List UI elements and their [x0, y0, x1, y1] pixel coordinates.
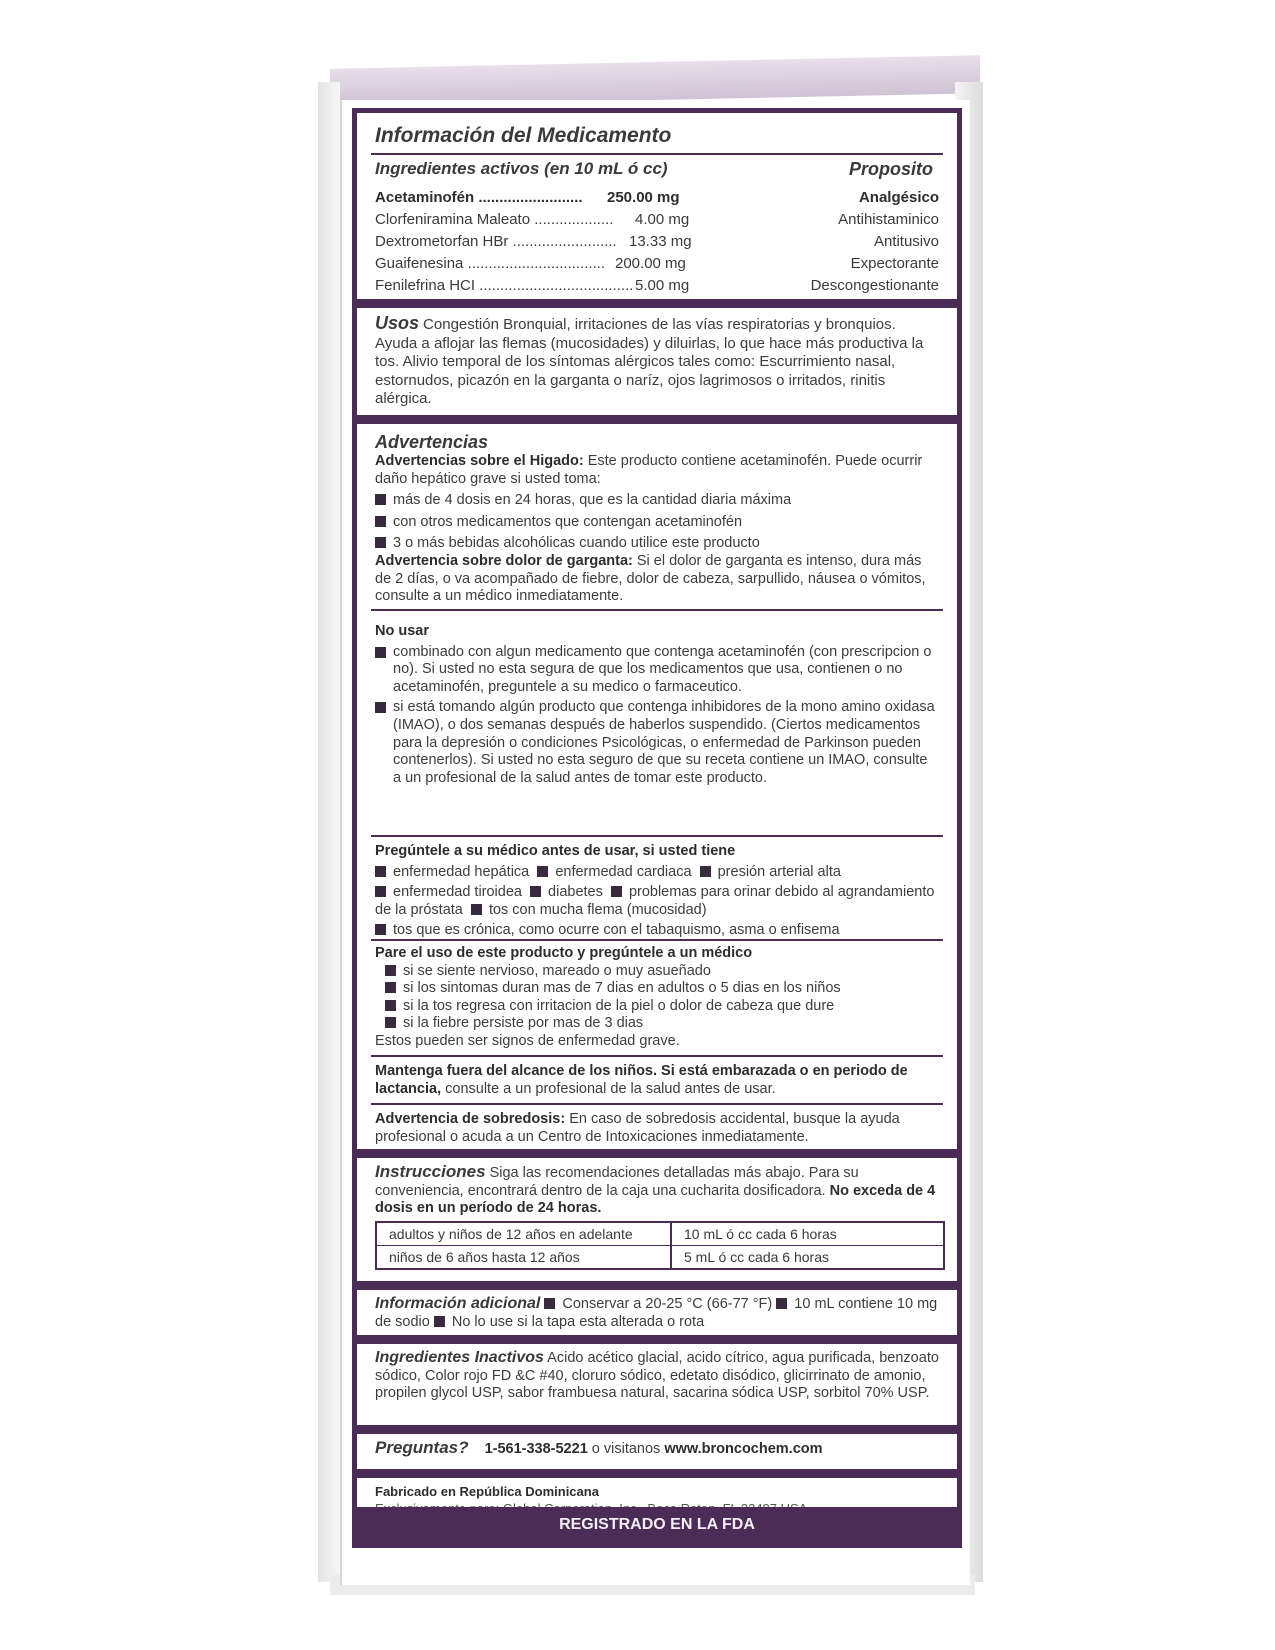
active-ingredients-label: Ingredientes activos (en 10 mL ó cc) [375, 159, 668, 178]
questions-section [357, 1439, 957, 1459]
phone-number: 1-561-338-5221 [484, 1441, 588, 1457]
list-item [375, 1015, 939, 1033]
keep-away-section [357, 1063, 957, 1098]
ingredient-name: Dextrometorfan HBr ......................... [375, 233, 617, 250]
dosage-who: adultos y niños de 12 años en adelante [376, 1222, 671, 1246]
section-bar [357, 1335, 957, 1344]
liver-warning-label: Advertencias sobre el Higado: [375, 453, 584, 469]
overdose-section [357, 1111, 957, 1146]
bullet-text: si la fiebre persiste por mas de 3 dias [403, 1015, 644, 1032]
other-info-section [357, 1295, 957, 1331]
bullet-text: tos que es crónica, como ocurre con el tabaquismo, asma o enfisema [393, 922, 840, 939]
square-bullet-icon [375, 702, 386, 713]
box-left-edge [318, 82, 340, 1582]
bullet-text: Conservar a 20-25 °C (66-77 °F) [562, 1296, 773, 1312]
website-link: www.broncochem.com [664, 1441, 823, 1457]
square-bullet-icon [385, 982, 396, 993]
bullet-text: si se siente nervioso, mareado o muy asueñado [403, 962, 711, 979]
ask-doctor-section [357, 843, 957, 940]
keep-away-bold: Mantenga fuera del alcance de los niños. Si está embarazada o en periodo de lactancia, [375, 1063, 908, 1097]
divider [371, 1055, 943, 1057]
stop-use-footer: Estos pueden ser signos de enfermedad grave. [375, 1032, 680, 1049]
keep-away-text: consulte a un profesional de la salud antes de usar. [445, 1080, 776, 1097]
ingredient-amount: 4.00 mg [635, 211, 690, 228]
ingredient-row [375, 187, 939, 209]
square-bullet-icon [385, 1017, 396, 1028]
square-bullet-icon [385, 965, 396, 976]
bullet-text: diabetes [548, 884, 603, 901]
list-item [375, 514, 939, 532]
square-bullet-icon [700, 866, 711, 877]
uses-section [357, 315, 957, 409]
section-bar [357, 1149, 957, 1158]
stop-use-label: Pare el uso de este producto y pregúntele a un médico [375, 945, 753, 961]
bullet-text: 10 mL contiene 10 mg de sodio [375, 1296, 938, 1330]
dosage-amount: 5 mL ó cc cada 6 horas [671, 1246, 944, 1270]
uses-text: Congestión Bronquial, irritaciones de las vías respiratorias y bronquios. Ayuda a aflojar las flemas (mucosidades) y diluirlas, lo que hace más productiva la tos. Alivio temporal de los síntomas alérgicos tales como: Escurrimiento nasal, estornudos, picazón en la garganta o naríz, ojos lagrimosos o irritados, rinitis alérgica. [375, 316, 924, 408]
throat-warning-label: Advertencia sobre dolor de garganta: [375, 552, 633, 569]
fda-registration-band: REGISTRADO EN LA FDA [357, 1507, 957, 1543]
directions-label: Instrucciones [375, 1162, 486, 1181]
bullet-text: problemas para orinar debido al agrandamiento de la próstata [375, 884, 935, 918]
ingredient-row [375, 253, 939, 275]
list-item [375, 535, 939, 553]
ingredient-name: Fenilefrina HCI ..................................... [375, 277, 634, 294]
bullet-text: 3 o más bebidas alcohólicas cuando utilice este producto [393, 535, 760, 552]
directions-section [357, 1163, 957, 1218]
ingredient-row [375, 275, 939, 297]
stop-use-section [357, 945, 957, 1051]
square-bullet-icon [375, 516, 386, 527]
facts-header [357, 123, 957, 149]
ingredient-row [375, 231, 939, 253]
bullet-text: enfermedad hepática [393, 863, 530, 880]
list-item [375, 644, 939, 697]
ingredient-purpose: Antitusivo [873, 233, 939, 250]
warnings-section [357, 431, 957, 606]
manufacturer-line: Fabricado en República Dominicana [375, 1484, 599, 1499]
uses-label: Usos [375, 313, 420, 333]
divider [371, 939, 943, 941]
inactive-ingredients-label: Ingredientes Inactivos [375, 1349, 544, 1366]
directions-text: Siga las recomendaciones detalladas más abajo. Para su conveniencia, encontrará dentro de la caja una cucharita dosificadora. [375, 1165, 859, 1199]
dosage-who: niños de 6 años hasta 12 años [376, 1246, 671, 1270]
divider [371, 1103, 943, 1105]
bullet-text: No lo use si la tapa esta alterada o rota [451, 1313, 705, 1330]
inactive-ingredients-section [357, 1349, 957, 1403]
table-row [376, 1222, 944, 1246]
section-bar [357, 299, 957, 308]
divider [371, 609, 943, 611]
section-bar [357, 1469, 957, 1478]
do-not-use-label: No usar [375, 623, 429, 639]
square-bullet-icon [375, 647, 386, 658]
bullet-text: presión arterial alta [717, 863, 841, 880]
section-bar [357, 415, 957, 424]
drug-facts-panel [352, 108, 962, 1548]
directions-bold: No exceda de 4 dosis en un período de 24 horas. [375, 1182, 936, 1217]
dosage-table [375, 1221, 945, 1270]
liver-warning-text: Este producto contiene acetaminofén. Puede ocurrir daño hepático grave si usted toma: [375, 453, 923, 487]
square-bullet-icon [375, 886, 386, 897]
ingredient-purpose: Expectorante [850, 255, 939, 272]
questions-label: Preguntas? [375, 1438, 469, 1457]
square-bullet-icon [385, 1000, 396, 1011]
purpose-label: Proposito [849, 159, 933, 179]
ingredient-name: Clorfeniramina Maleato ................... [375, 211, 614, 228]
ingredient-purpose: Descongestionante [810, 277, 939, 294]
section-bar [357, 1281, 957, 1290]
ingredient-amount: 13.33 mg [629, 233, 692, 250]
bullet-text: si la tos regresa con irritacion de la piel o dolor de cabeza que dure [403, 997, 835, 1014]
list-item [375, 492, 939, 510]
bullet-text: si los sintomas duran mas de 7 dias en adultos o 5 dias en los niños [403, 980, 841, 997]
bullet-text: si está tomando algún producto que contenga inhibidores de la mono amino oxidasa (IMAO), o dos semanas después de haberlos suspendido. (Ciertos medicamentos para la depresión o condiciones Psicológicas, o enfermedad de Parkinson pueden contenerlos). Si usted no esta seguro de que su receta contiene un IMAO, consulte a un profesional de la salud antes de tomar este producto. [393, 699, 935, 786]
ask-doctor-label: Pregúntele a su médico antes de usar, si usted tiene [375, 843, 736, 859]
divider [371, 153, 943, 155]
dosage-amount: 10 mL ó cc cada 6 horas [671, 1222, 944, 1246]
overdose-label: Advertencia de sobredosis: [375, 1111, 566, 1127]
overdose-text: En caso de sobredosis accidental, busque la ayuda profesional o acuda a un Centro de Intoxicaciones inmediatamente. [375, 1111, 900, 1145]
bullet-text: tos con mucha flema (mucosidad) [488, 901, 707, 918]
section-bar [357, 1425, 957, 1434]
square-bullet-icon [544, 1298, 555, 1309]
inactive-ingredients-text: Acido acético glacial, acido cítrico, agua purificada, benzoato sódico, Color rojo FD &C #40, cloruro sódico, edetato disódico, glicirrinato de amonio, propilen glycol USP, sabor frambuesa natural, sacarina sódica USP, sorbitol 70% USP. [375, 1350, 939, 1402]
square-bullet-icon [611, 886, 622, 897]
ingredient-purpose: Antihistaminico [838, 211, 939, 228]
list-item [375, 980, 939, 998]
list-item [375, 998, 939, 1016]
warnings-label: Advertencias [375, 432, 489, 452]
divider [371, 835, 943, 837]
ingredients-list [357, 187, 957, 297]
list-item [375, 963, 939, 981]
square-bullet-icon [434, 1316, 445, 1327]
square-bullet-icon [375, 494, 386, 505]
ingredient-amount: 250.00 mg [607, 189, 680, 206]
bullet-text: más de 4 dosis en 24 horas, que es la cantidad diaria máxima [393, 492, 792, 509]
questions-connector: o visitanos [591, 1441, 661, 1457]
ingredient-amount: 5.00 mg [635, 277, 690, 294]
ingredients-header-row [357, 159, 957, 180]
bullet-text: con otros medicamentos que contengan acetaminofén [393, 513, 743, 530]
ingredient-name: Guaifenesina ................................. [375, 255, 606, 272]
square-bullet-icon [375, 924, 386, 935]
square-bullet-icon [776, 1298, 787, 1309]
ingredient-purpose: Analgésico [858, 189, 939, 206]
other-info-label: Información adicional [375, 1295, 541, 1312]
bullet-text: enfermedad cardiaca [555, 863, 692, 880]
ingredient-amount: 200.00 mg [615, 255, 686, 272]
square-bullet-icon [530, 886, 541, 897]
throat-warning-text: Si el dolor de garganta es intenso, dura más de 2 días, o va acompañado de fiebre, dolor de cabeza, sarpullido, náusea o vómitos, consulte a un médico inmediatamente. [375, 552, 926, 605]
do-not-use-section [357, 623, 957, 787]
facts-title: Información del Medicamento [375, 124, 672, 147]
table-row [376, 1246, 944, 1270]
square-bullet-icon [375, 866, 386, 877]
ingredient-row [375, 209, 939, 231]
bullet-text: enfermedad tiroidea [393, 884, 522, 901]
square-bullet-icon [471, 904, 482, 915]
square-bullet-icon [375, 537, 386, 548]
bullet-text: combinado con algun medicamento que contenga acetaminofén (con prescripcion o no). Si usted no esta segura de que los medicamentos que usa, contienen o no acetaminofén, preguntele a su medico o farmaceutico. [393, 643, 932, 695]
ingredient-name: Acetaminofén ......................... [375, 189, 583, 206]
list-item [375, 699, 939, 787]
square-bullet-icon [537, 866, 548, 877]
